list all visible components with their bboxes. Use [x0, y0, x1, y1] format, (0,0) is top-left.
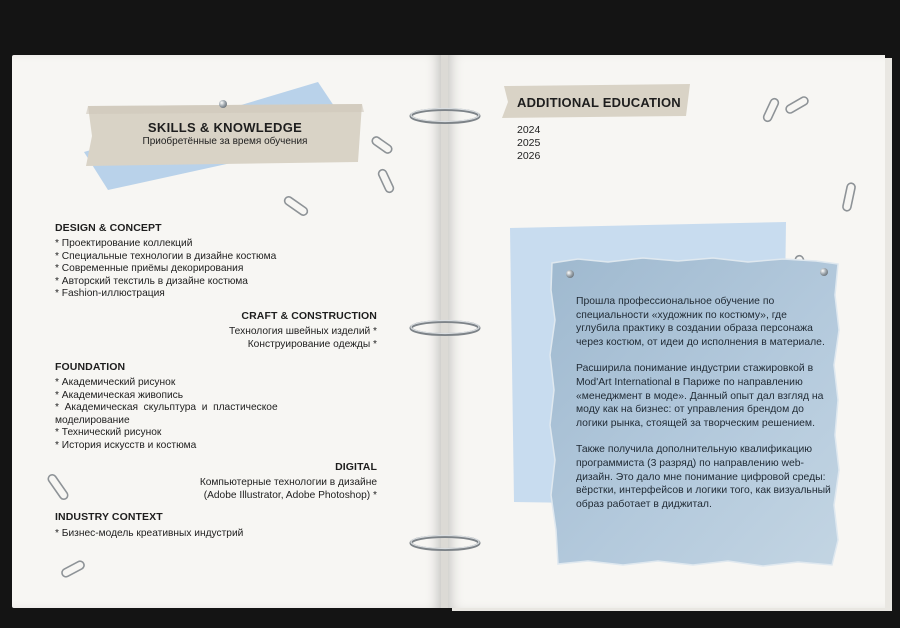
- binder-ring-icon: [406, 106, 484, 126]
- industry-list: [55, 528, 243, 541]
- additional-education-title: ADDITIONAL EDUCATION: [517, 95, 681, 110]
- list-item: Компьютерные технологии в дизайне: [199, 477, 377, 488]
- skills-subtitle: Приобретённые за время обучения: [142, 136, 308, 147]
- list-item: * Академическая живопись: [55, 389, 184, 401]
- list-item: * Авторский текстиль в дизайне костюма: [55, 275, 248, 287]
- skills-title: SKILLS & KNOWLEDGE: [147, 120, 303, 135]
- list-item: (Adobe Illustrator, Adobe Photoshop) *: [203, 489, 377, 501]
- year-item: 2026: [517, 150, 541, 162]
- section-title-industry: INDUSTRY CONTEXT: [55, 511, 163, 523]
- education-description: [576, 295, 831, 524]
- craft-list: [229, 326, 377, 351]
- pin-icon: [566, 270, 574, 278]
- list-item: * Технический рисунок: [55, 427, 162, 439]
- paperclip-icon: [44, 470, 72, 504]
- list-item: Технология швейных изделий *: [229, 326, 377, 337]
- list-item: * История искусств и костюма: [55, 439, 197, 451]
- education-paragraph: Прошла профессиональное обучение по специальности «художник по костюму», где углубила практику в создании образа персонажа через костюм, от идеи до исполнения в материале.: [576, 296, 825, 348]
- pin-icon: [820, 268, 828, 276]
- binder-ring-icon: [406, 318, 484, 338]
- list-item: * Академический рисунок: [55, 377, 176, 388]
- foundation-list: [55, 377, 278, 453]
- paperclip-icon: [374, 166, 398, 196]
- year-item: 2024: [517, 124, 541, 136]
- list-item: * Бизнес-модель креативных индустрий: [55, 528, 244, 539]
- binder-ring-icon: [406, 533, 484, 553]
- education-paragraph: Расширила понимание индустрии стажировкой в Mod'Art International в Париже по направлению «менеджмент в моде». Данный опыт дал взгляд на моду как на бизнес: от управления брендом до логики рынка, стоящей за творческим решением.: [576, 363, 824, 429]
- list-item: * Современные приёмы декорирования: [55, 263, 244, 275]
- paperclip-icon: [367, 132, 397, 160]
- section-title-design: DESIGN & CONCEPT: [55, 222, 162, 234]
- years-list: [517, 124, 540, 163]
- section-title-foundation: FOUNDATION: [55, 361, 126, 373]
- list-item: Конструирование одежды *: [247, 338, 377, 350]
- list-item: * Fashion-иллюстрация: [55, 288, 165, 300]
- education-paragraph: Также получила дополнительную квалификацию программиста (3 разряд) по направлению web-дизайн. Это дало мне понимание цифровой среды: вёрстки, интерфейсов и логики того, как визуальный образ работает в диджитал.: [576, 444, 831, 510]
- list-item: * Проектирование коллекций: [55, 238, 193, 249]
- section-title-digital: DIGITAL: [335, 461, 377, 473]
- list-item: * Академическая скульптура и пластическое: [55, 402, 278, 414]
- digital-list: [200, 477, 377, 502]
- paperclip-icon: [760, 95, 782, 125]
- year-item: 2025: [517, 137, 541, 149]
- list-item: моделирование: [55, 414, 130, 426]
- paperclip-icon: [782, 94, 812, 116]
- list-item: * Специальные технологии в дизайне костюма: [55, 250, 277, 262]
- paperclip-icon: [58, 558, 88, 580]
- section-title-craft: CRAFT & CONSTRUCTION: [241, 310, 377, 322]
- pin-icon: [219, 100, 227, 108]
- paperclip-icon: [280, 194, 312, 218]
- design-list: [55, 238, 276, 301]
- paperclip-icon: [838, 180, 860, 214]
